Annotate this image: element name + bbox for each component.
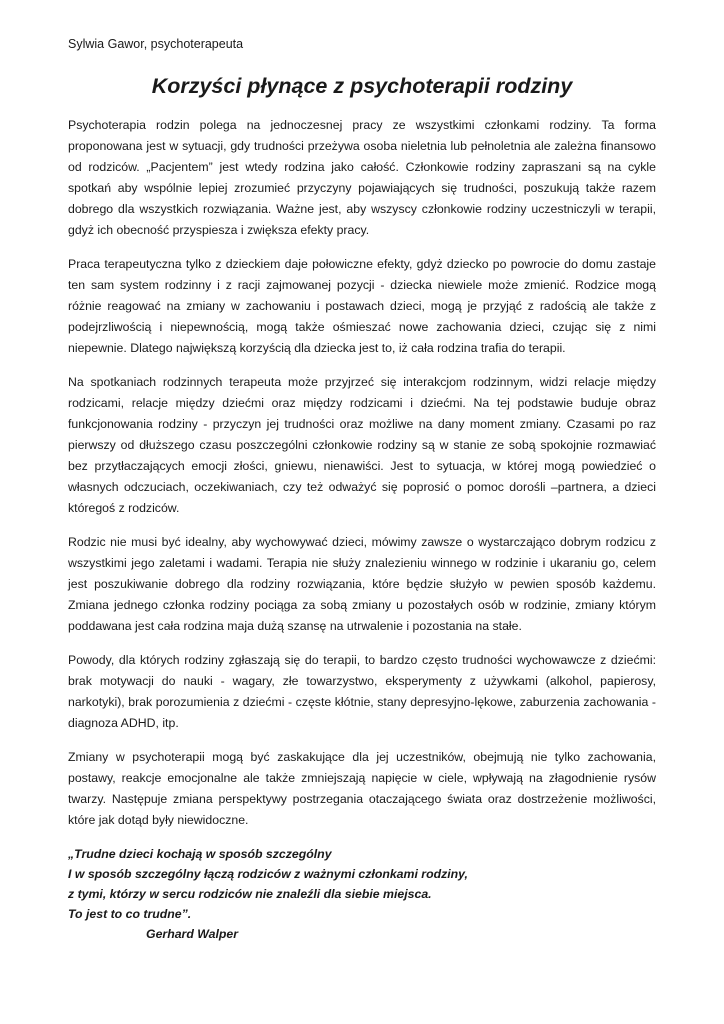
- author-line: Sylwia Gawor, psychoterapeuta: [68, 37, 244, 51]
- page-title: Korzyści płynące z psychoterapii rodziny: [151, 74, 573, 98]
- closing-quote: [68, 844, 656, 944]
- quote-line-1: „Trudne dzieci kochają w sposób szczególny: [68, 847, 332, 861]
- paragraph-6: Zmiany w psychoterapii mogą być zaskakujące dla jej uczestników, obejmują nie tylko zachowania, postawy, reakcje emocjonalne ale także zmniejszają napięcie w ciele, wpływają na złagodnienie rysów twarzy. Następuje zmiana perspektywy postrzegania otaczającego świata oraz dostrzeżenie możliwości, które jak dotąd były niewidoczne.: [68, 750, 656, 827]
- paragraph-2: Praca terapeutyczna tylko z dzieckiem daje połowiczne efekty, gdyż dziecko po powrocie do domu zastaje ten sam system rodzinny i z racji zajmowanej pozycji - dziecka niewiele może zmienić. Rodzice mogą różnie reagować na zmiany w zachowaniu i postawach dzieci, mogą je przyjąć z radością ale także z podejrzliwością i niepewnością, mogą także ośmieszać nowe zachowania dzieci, czując się z nimi niepewnie. Dlatego największą korzyścią dla dziecka jest to, iż cała rodzina trafia do terapii.: [68, 257, 656, 355]
- paragraph-4: Rodzic nie musi być idealny, aby wychowywać dzieci, mówimy zawsze o wystarczająco dobrym rodzicu z wszystkimi jego zaletami i wadami. Terapia nie służy znalezieniu winnego w rodzinie i ukaraniu go, celem jest poszukiwanie dobrego dla rodziny rozwiązania, które będzie służyło w pewien sposób każdemu. Zmiana jednego członka rodziny pociąga za sobą zmiany u pozostałych osób w rodzinie, zmiany którym poddawana jest cała rodzina maja dużą szansę na utrwalenie i pozostania na stałe.: [68, 535, 656, 633]
- quote-author: Gerhard Walper: [146, 927, 239, 941]
- quote-line-3: z tymi, którzy w sercu rodziców nie znaleźli dla siebie miejsca.: [68, 887, 432, 901]
- document-page: [68, 36, 656, 944]
- quote-line-2: I w sposób szczególny łączą rodziców z ważnymi członkami rodziny,: [68, 867, 468, 881]
- paragraph-5: Powody, dla których rodziny zgłaszają się do terapii, to bardzo często trudności wychowawcze z dziećmi: brak motywacji do nauki - wagary, złe towarzystwo, eksperymenty z używkami (alkohol, papierosy, narkotyki), brak porozumienia z dziećmi - częste kłótnie, stany depresyjno-lękowe, zaburzenia zachowania - diagnoza ADHD, itp.: [68, 653, 656, 730]
- paragraph-3: Na spotkaniach rodzinnych terapeuta może przyjrzeć się interakcjom rodzinnym, widzi relacje między rodzicami, relacje między dziećmi oraz między rodzicami i dziećmi. Na tej podstawie buduje obraz funkcjonowania rodziny - przyczyn jej trudności oraz możliwe na dany moment zmiany. Czasami po raz pierwszy od dłuższego czasu poszczególni członkowie rodziny są w stanie ze sobą spokojnie rozmawiać bez przytłaczających emocji złości, gniewu, nienawiści. Jest to sytuacja, w której mogą powiedzieć o własnych odczuciach, oczekiwaniach, czy też odważyć się poprosić o pomoc dorośli –partnera, a dzieci któregoś z rodziców.: [68, 375, 656, 515]
- quote-line-4: To jest to co trudne”.: [68, 907, 192, 921]
- paragraph-1: Psychoterapia rodzin polega na jednoczesnej pracy ze wszystkimi członkami rodziny. Ta forma proponowana jest w sytuacji, gdy trudności przeżywa osoba nieletnia lub pełnoletnia ale zależna finansowo od rodziców. „Pacjentem” jest wtedy rodzina jako całość. Członkowie rodziny zapraszani są na cykle spotkań aby wspólnie lepiej zrozumieć przyczyny pojawiających się trudności, poszukują także razem dobrego dla wszystkich rozwiązania. Ważne jest, aby wszyscy członkowie rodziny uczestniczyli w terapii, gdyż ich obecność przyspiesza i zwiększa efekty pracy.: [68, 118, 656, 237]
